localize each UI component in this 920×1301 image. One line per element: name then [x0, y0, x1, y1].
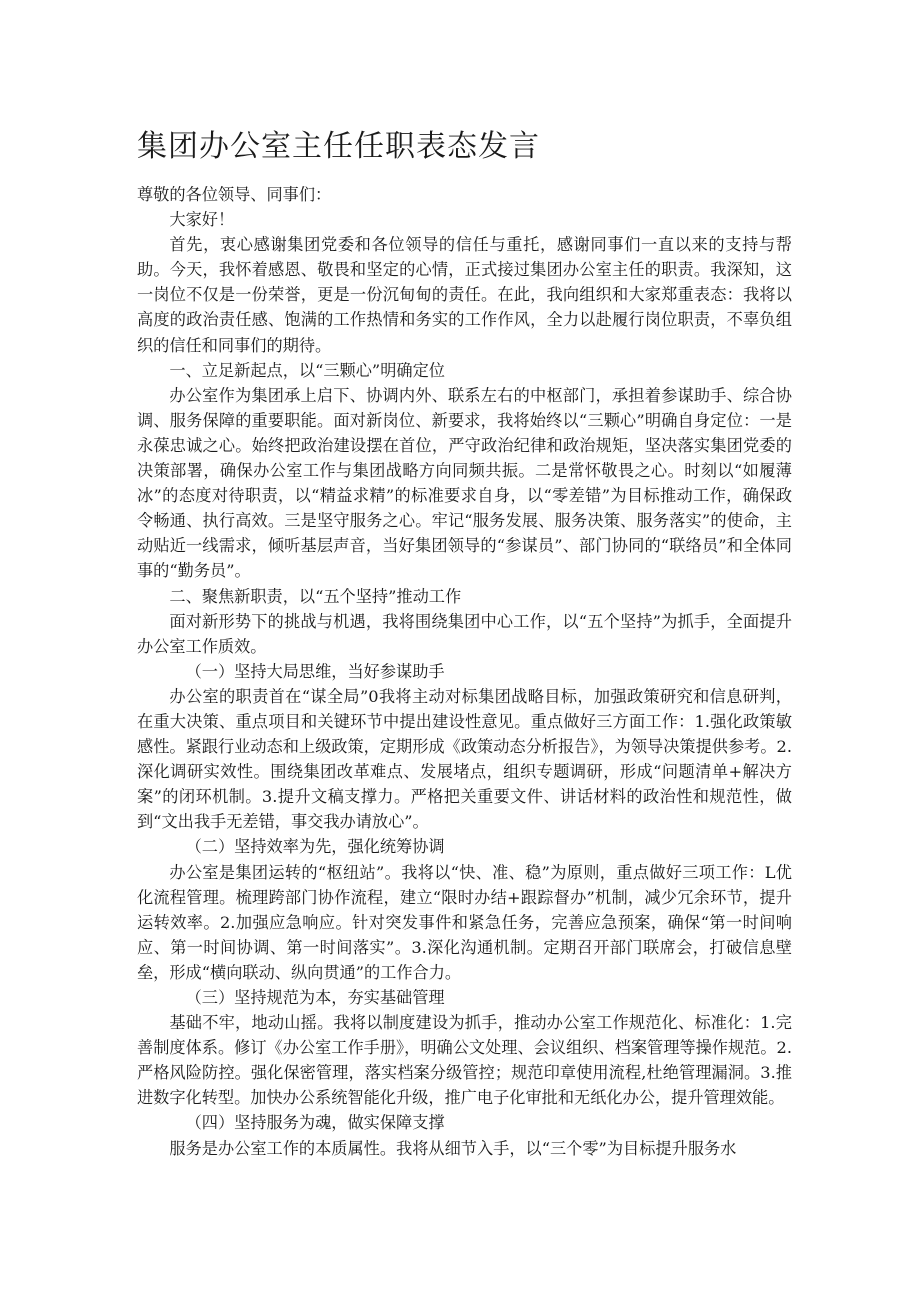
paragraph-opening: 首先，衷心感谢集团党委和各位领导的信任与重托，感谢同事们一直以来的支持与帮助。今天，我怀着感恩、敬畏和坚定的心情，正式接过集团办公室主任的职责。我深知，这一岗位不仅是一份荣誉，更是一份沉甸甸的责任。在此，我向组织和大家郑重表态：我将以高度的政治责任感、饱满的工作热情和务实的工作作风，全力以赴履行岗位职责，不辜负组织的信任和同事们的期待。: [137, 235, 792, 355]
salutation: 尊敬的各位领导、同事们：: [137, 185, 332, 204]
greeting: 大家好！: [169, 210, 235, 230]
paragraph-overall-thinking: 办公室的职责首在“谋全局”0我将主动对标集团战略目标，加强政策研究和信息研判，在重大决策、重点项目和关键环节中提出建设性意见。重点做好三方面工作：1.强化政策敏感性。紧跟行业动态和上级政策，定期形成《政策动态分析报告》，为领导决策提供参考。2.深化调研实效性。围绕集团改革难点、发展堵点，组织专题调研，形成“问题清单+解决方案”的闭环机制。3.提升文稿支撑力。严格把关重要文件、讲话材料的政治性和规范性，做到“文出我手无差错，事交我办请放心”。: [137, 686, 792, 832]
paragraph-standards: 基础不牢，地动山摇。我将以制度建设为抓手，推动办公室工作规范化、标准化：1.完善制度体系。修订《办公室工作手册》，明确公文处理、会议组织、档案管理等操作规范。2.严格风险防控。强化保密管理，落实档案分级管控；规范印章使用流程,杜绝管理漏洞。3.推进数字化转型。加快办公系统智能化升级，推广电子化审批和无纸化办公，提升管理效能。: [137, 1013, 792, 1108]
paragraph-service: 服务是办公室工作的本质属性。我将从细节入手，以“三个零”为目标提升服务水: [169, 1138, 737, 1158]
subsection-heading-3: （三）坚持规范为本，夯实基础管理: [185, 988, 445, 1007]
document-title: 集团办公室主任任职表态发言: [137, 129, 540, 164]
paragraph-positioning: 办公室作为集团承上启下、协调内外、联系左右的中枢部门，承担着参谋助手、综合协调、服务保障的重要职能。面对新岗位、新要求，我将始终以“三颗心”明确自身定位：一是永葆忠诚之心。始终把政治建设摆在首位，严守政治纪律和政治规矩，坚决落实集团党委的决策部署，确保办公室工作与集团战略方向同频共振。二是常怀敬畏之心。时刻以“如履薄冰”的态度对待职责，以“精益求精”的标准要求自身，以“零差错”为目标推动工作，确保政令畅通、执行高效。三是坚守服务之心。牢记“服务发展、服务决策、服务落实”的使命，主动贴近一线需求，倾听基层声音，当好集团领导的“参谋员”、部门协同的“联络员”和全体同事的“勤务员”。: [137, 385, 792, 581]
paragraph-efficiency: 办公室是集团运转的“枢纽站”。我将以“快、准、稳”为原则，重点做好三项工作：L优化流程管理。梳理跨部门协作流程，建立“限时办结+跟踪督办”机制，减少冗余环节，提升运转效率。2.加强应急响应。针对突发事件和紧急任务，完善应急预案，确保“第一时间响应、第一时间协调、第一时间落实”。3.深化沟通机制。定期召开部门联席会，打破信息壁垒，形成“横向联动、纵向贯通”的工作合力。: [137, 862, 792, 982]
document-body: [137, 182, 792, 1161]
subsection-heading-4: （四）坚持服务为魂，做实保障支撑: [185, 1113, 445, 1133]
section-heading-1: 一、立足新起点，以“三颗心”明确定位: [169, 360, 445, 380]
subsection-heading-1: （一）坚持大局思维，当好参谋助手: [185, 661, 445, 681]
section-heading-2: 二、聚焦新职责，以“五个坚持”推动工作: [169, 586, 462, 606]
paragraph-five-persistences: 面对新形势下的挑战与机遇，我将围绕集团中心工作，以“五个坚持”为抓手，全面提升办公室工作质效。: [137, 611, 792, 656]
subsection-heading-2: （二）坚持效率为先，强化统筹协调: [185, 837, 445, 857]
